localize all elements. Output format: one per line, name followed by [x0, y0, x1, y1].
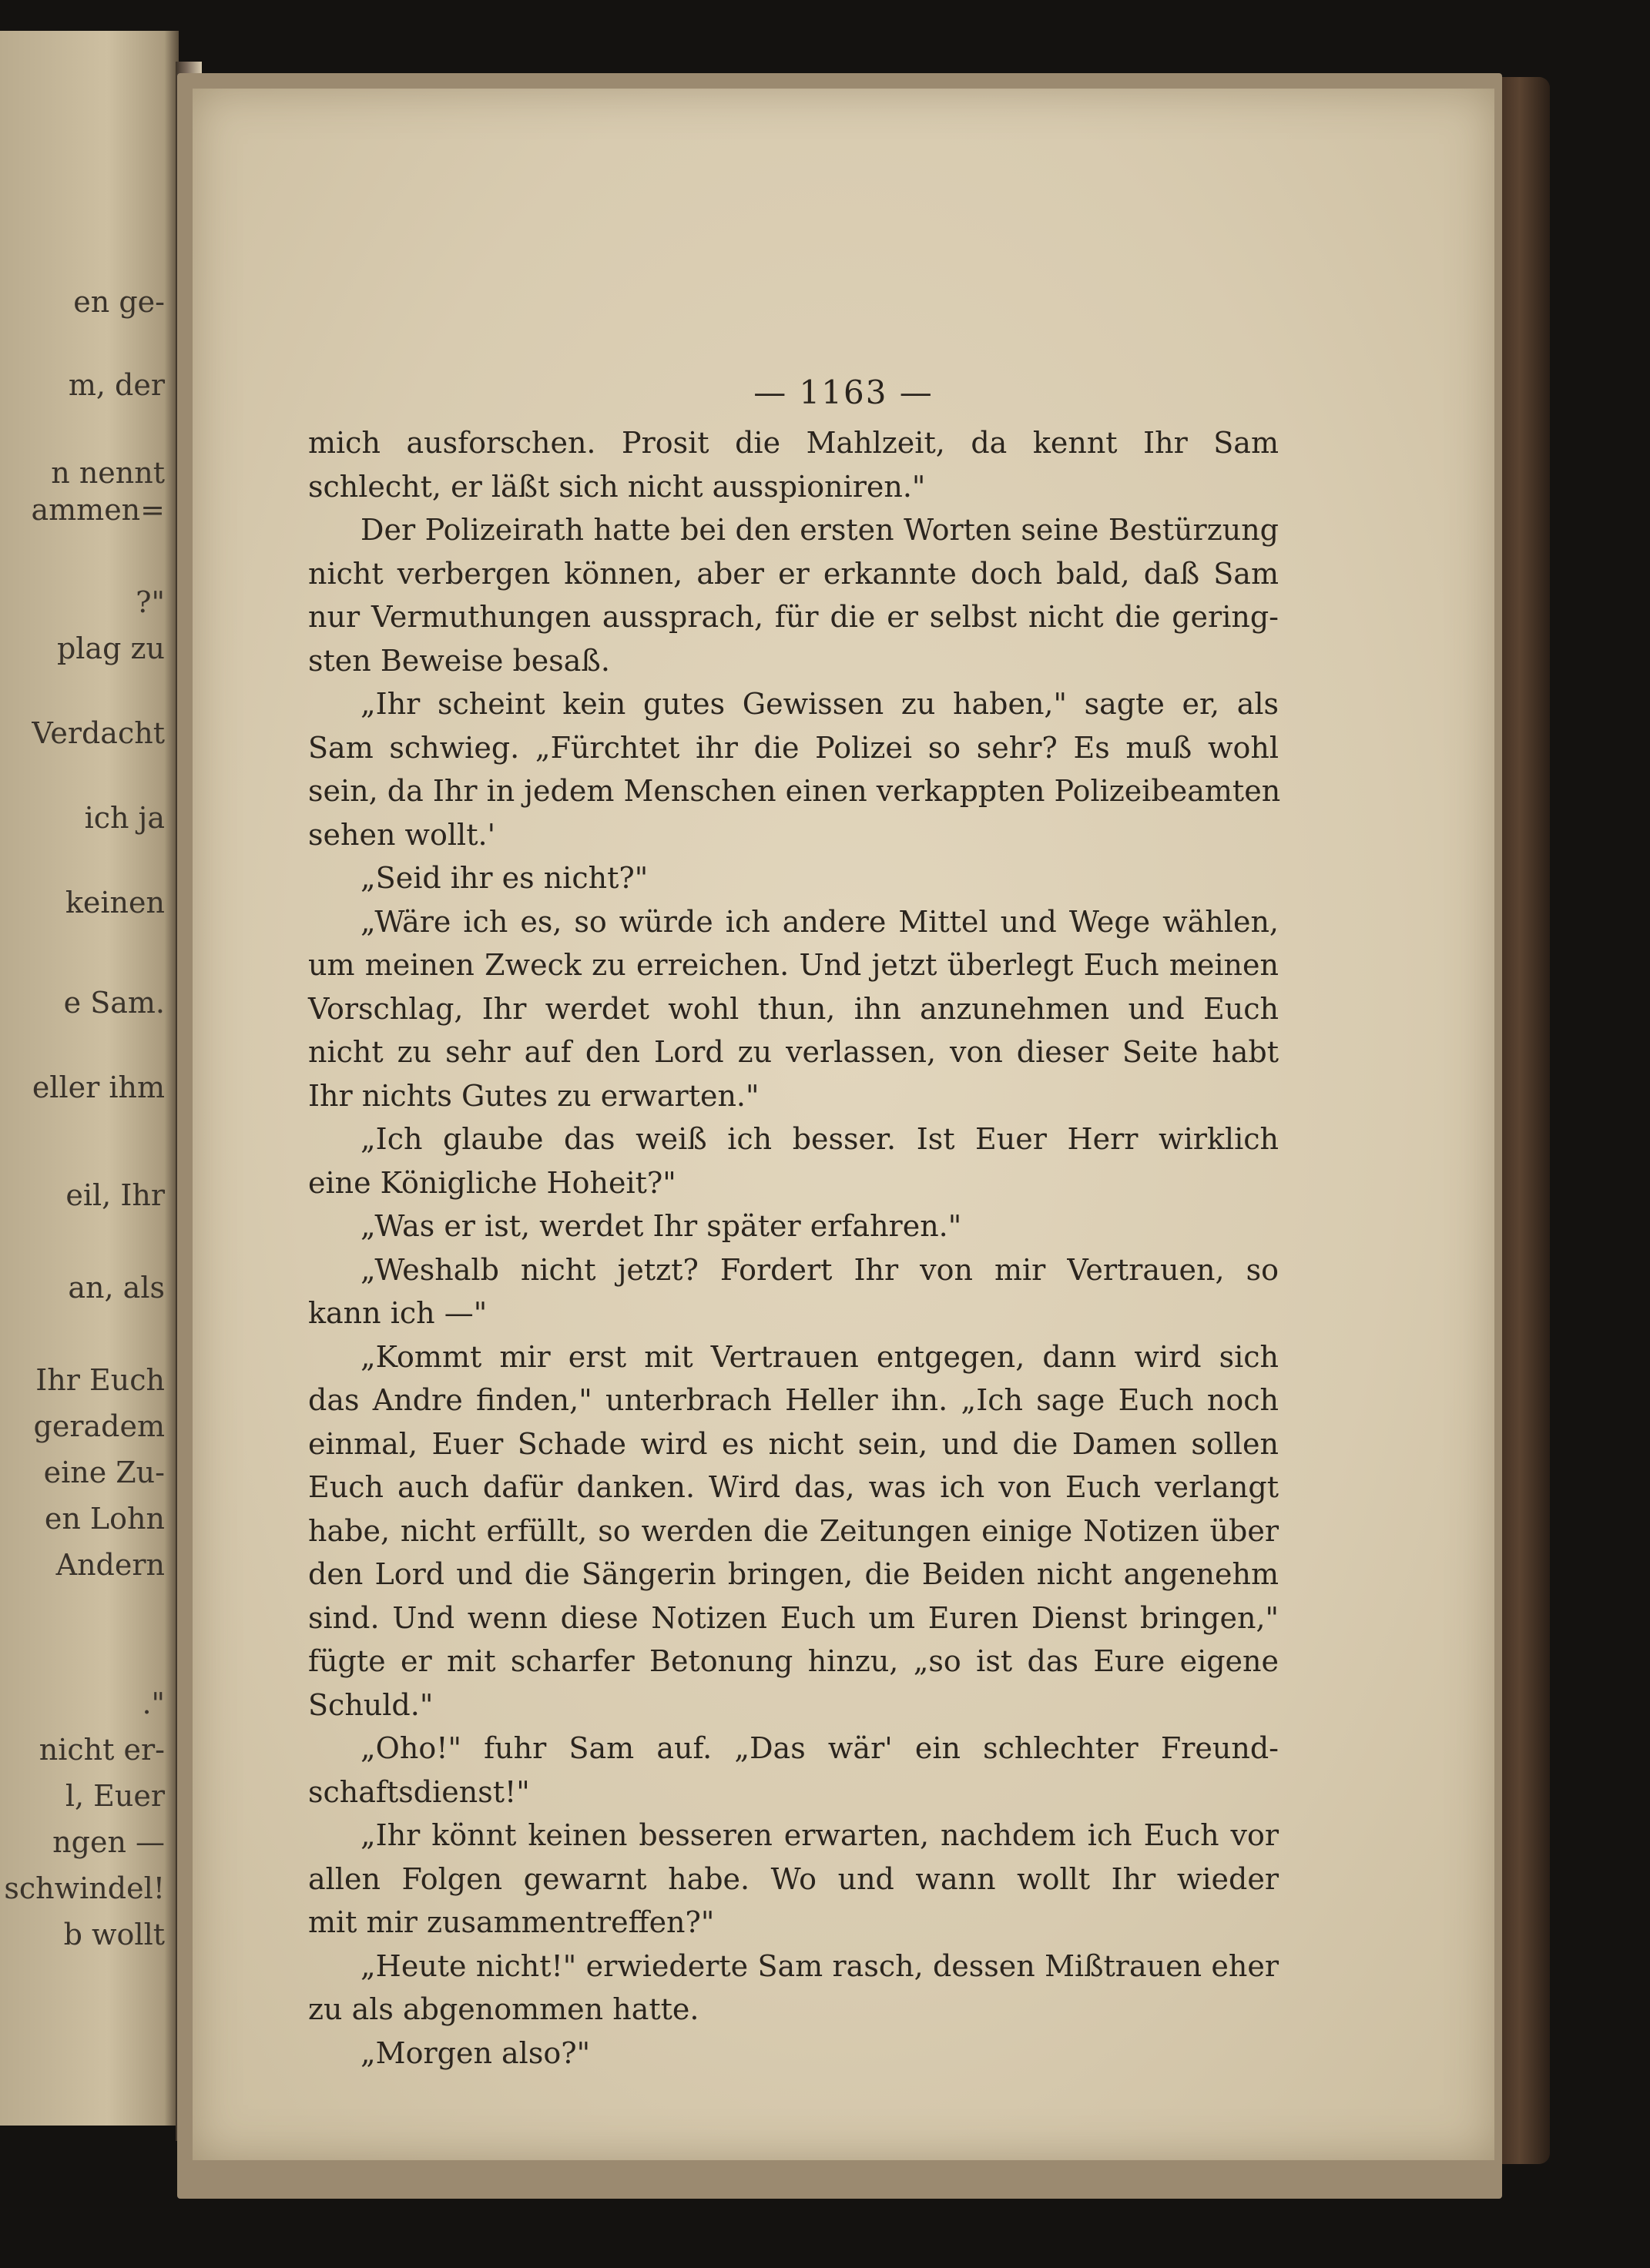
text-line: allen Folgen gewarnt habe. Wo und wann wollt Ihr wieder — [308, 1861, 1279, 1896]
left-page-fragment: eil, Ihr — [65, 1178, 165, 1212]
left-page-fragment: eine Zu- — [43, 1456, 165, 1489]
text-line: mit mir zusammentreffen?" — [308, 1905, 715, 1939]
page-number: — 1163 — — [753, 374, 934, 411]
right-page — [193, 89, 1494, 2160]
left-page-fragment: Verdacht — [32, 716, 165, 750]
text-line: Der Polizeirath hatte bei den ersten Worten seine Bestürzung — [361, 513, 1279, 547]
left-page-fragment: ammen= — [31, 493, 165, 527]
text-line: sehen wollt.' — [308, 817, 496, 852]
left-page-fragment: e Sam. — [63, 986, 165, 1020]
text-line: „Heute nicht!" erwiederte Sam rasch, dessen Mißtrauen eher — [361, 1948, 1279, 1983]
left-page-fragment: eller ihm — [32, 1070, 165, 1104]
text-line: Vorschlag, Ihr werdet wohl thun, ihn anzunehmen und Euch — [308, 991, 1279, 1026]
text-line: sind. Und wenn diese Notizen Euch um Euren Dienst bringen," — [308, 1600, 1279, 1635]
text-line: „Oho!" fuhr Sam auf. „Das wär' ein schlechter Freund- — [361, 1731, 1279, 1765]
text-line: nur Vermuthungen aussprach, für die er selbst nicht die gering- — [308, 600, 1279, 634]
body-text — [308, 421, 1279, 2075]
left-page-fragment: plag zu — [56, 631, 165, 665]
left-page-fragment: ." — [142, 1687, 165, 1720]
left-page-fragment: ?" — [136, 585, 165, 619]
text-line: Euch auch dafür danken. Wird das, was ich von Euch verlangt — [308, 1470, 1279, 1504]
text-line: „Seid ihr es nicht?" — [361, 861, 649, 895]
text-line: Schuld." — [308, 1687, 434, 1722]
left-page-fragment: an, als — [68, 1271, 165, 1305]
left-page-fragment: l, Euer — [65, 1779, 165, 1813]
left-page-fragment: ich ja — [84, 801, 165, 835]
text-line: „Ihr könnt keinen besseren erwarten, nachdem ich Euch vor — [361, 1818, 1279, 1852]
text-line: einmal, Euer Schade wird es nicht sein, und die Damen sollen — [308, 1426, 1279, 1461]
text-line: um meinen Zweck zu erreichen. Und jetzt überlegt Euch meinen — [308, 948, 1279, 982]
text-line: nicht verbergen können, aber er erkannte doch bald, daß Sam — [308, 556, 1279, 591]
left-page-fragment: keinen — [65, 886, 165, 920]
text-line: den Lord und die Sängerin bringen, die Beiden nicht angenehm — [308, 1557, 1279, 1591]
left-page-fragment: en ge- — [73, 285, 165, 319]
text-line: nicht zu sehr auf den Lord zu verlassen, von dieser Seite habt — [308, 1035, 1279, 1069]
text-line: habe, nicht erfüllt, so werden die Zeitungen einige Notizen über — [308, 1513, 1279, 1548]
text-line: „Weshalb nicht jetzt? Fordert Ihr von mir Vertrauen, so — [361, 1252, 1279, 1287]
text-line: „Kommt mir erst mit Vertrauen entgegen, dann wird sich — [361, 1339, 1279, 1374]
left-page-fragment: geradem — [33, 1409, 165, 1443]
left-page-fragment: Ihr Euch — [35, 1363, 165, 1397]
left-page-fragment: nicht er- — [39, 1733, 165, 1767]
text-line: eine Königliche Hoheit?" — [308, 1165, 676, 1200]
text-line: „Ich glaube das weiß ich besser. Ist Euer Herr wirklich — [361, 1122, 1279, 1156]
text-line: „Wäre ich es, so würde ich andere Mittel und Wege wählen, — [361, 904, 1279, 939]
left-page-fragment: n nennt — [51, 456, 165, 490]
text-line: zu als abgenommen hatte. — [308, 1992, 699, 2026]
text-line: schaftsdienst!" — [308, 1774, 530, 1809]
left-page-fragment: Andern — [55, 1548, 165, 1582]
text-line: Ihr nichts Gutes zu erwarten." — [308, 1078, 760, 1113]
text-line: „Morgen also?" — [361, 2035, 591, 2070]
text-line: „Ihr scheint kein gutes Gewissen zu haben," sagte er, als — [361, 687, 1279, 721]
text-line: das Andre finden," unterbrach Heller ihn. „Ich sage Euch noch — [308, 1383, 1279, 1417]
left-page-fragment: en Lohn — [44, 1502, 165, 1536]
left-page-fragment: schwindel! — [4, 1871, 165, 1905]
text-line: mich ausforschen. Prosit die Mahlzeit, da kennt Ihr Sam — [308, 426, 1279, 460]
left-page-fragment: ngen — — [52, 1825, 165, 1859]
left-page-fragment: b wollt — [63, 1918, 165, 1951]
text-line: sein, da Ihr in jedem Menschen einen verkappten Polizeibeamten — [308, 774, 1281, 808]
text-line: schlecht, er läßt sich nicht ausspioniren." — [308, 469, 926, 504]
left-page-fragment: m, der — [68, 368, 165, 402]
text-line: „Was er ist, werdet Ihr später erfahren." — [361, 1209, 962, 1243]
text-line: sten Beweise besaß. — [308, 643, 610, 678]
left-facing-page — [0, 31, 179, 2126]
text-line: kann ich —" — [308, 1296, 488, 1330]
text-line: fügte er mit scharfer Betonung hinzu, „so ist das Eure eigene — [308, 1644, 1279, 1678]
text-line: Sam schwieg. „Fürchtet ihr die Polizei so sehr? Es muß wohl — [308, 730, 1279, 765]
